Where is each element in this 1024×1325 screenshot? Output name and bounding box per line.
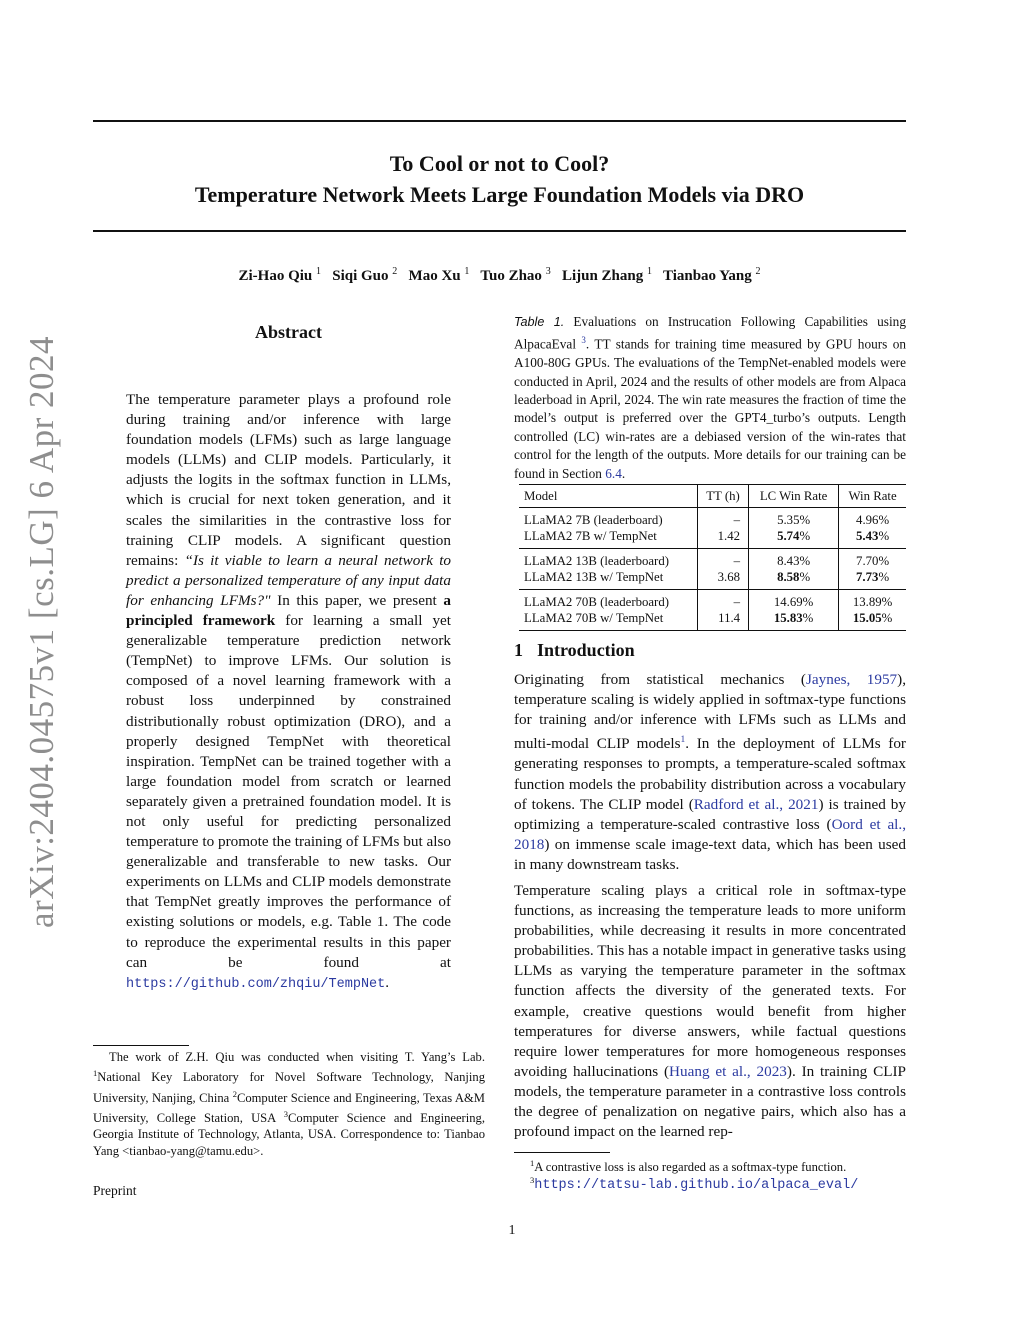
table-row xyxy=(519,611,906,631)
tt-cell: 1.42 xyxy=(697,529,748,549)
tt-cell: – xyxy=(697,508,748,529)
footnote-3: $^3$https://tatsu-lab.github.io/alpaca_eval/ xyxy=(530,1175,859,1194)
lc-cell: 14.69% xyxy=(749,590,839,611)
lc-cell: 8.58% xyxy=(749,570,839,590)
arxiv-identifier: arXiv:2404.04575v1 [cs.LG] 6 Apr 2024 xyxy=(22,335,61,928)
code-link[interactable]: https://github.com/zhqiu/TempNet xyxy=(126,976,386,992)
wr-cell: 15.05% xyxy=(839,611,906,631)
results-table xyxy=(519,484,906,631)
wr-cell: 13.89% xyxy=(839,590,906,611)
table-caption: Table 1. Evaluations on Instrucation Following Capabilities using AlpacaEval $^3$. TT stands for training time measured by GPU hours on A100-80G GPUs. The evaluations of the TempNet-enabled models were conducted in April, 2024 and the results of other models are from Alpaca leaderboad in April, 2024. The win rate measures the fraction of time the model’s output is preferred over the GPT4_turbo’s outputs. Length controlled (LC) win-rates are a debiased version of the win-rates that control for the length of the outputs. More details for our training can be found in Section 6.4. xyxy=(514,314,907,481)
table-row xyxy=(519,508,906,529)
column-header: LC Win Rate xyxy=(749,485,839,508)
model-cell: LLaMA2 13B w/ TempNet xyxy=(519,570,697,590)
footnote-link[interactable]: 1 xyxy=(680,735,686,746)
wr-cell: 4.96% xyxy=(839,508,906,529)
footnote-rule xyxy=(93,1045,189,1046)
tt-cell: – xyxy=(697,549,748,570)
research-question: “Is it viable to learn a neural network to predict a personalized temperature of any input data for enhancing LFMs?" xyxy=(126,551,452,609)
intro-paragraph-1: Originating from statistical mechanics (Jaynes, 1957), temperature scaling is widely applied in softmax-type functions for training and/or inference with LFMs such as LLMs and multi-modal CLIP models$^1$. In the deployment of LLMs for generating responses to prompts, a temperature-scaled softmax function models the probability distribution across a vocabulary of tokens. The CLIP model (Radford et al., 2021) is trained by optimizing a temperature-scaled contrastive loss (Oord et al., 2018) on immense scale image-text data, which has been used in many downstream tasks. xyxy=(514,671,906,873)
author: Zi-Hao Qiu $^1$ xyxy=(238,266,321,284)
affiliation-footnote: The work of Z.H. Qiu was conducted when visiting T. Yang’s Lab. $^1$National Key Laboratory for Novel Software Technology, Nanjing University, Nanjing, China $^2$Computer Science and Engineering, Texas A&M University, College Station, USA $^3$Computer Science and Engineering, Georgia Institute of Technology, Atlanta, USA. Correspondence to: Tianbao Yang <tianbao-yang@tamu.edu>. xyxy=(93,1050,485,1158)
table-row xyxy=(519,590,906,611)
footnote-rule xyxy=(514,1152,610,1153)
page-number: 1 xyxy=(508,1223,516,1238)
column-header: Win Rate xyxy=(839,485,906,508)
section-title: Introduction xyxy=(537,640,635,660)
column-header: Model xyxy=(524,488,558,503)
title-bottom-rule xyxy=(93,230,906,232)
lc-cell: 5.74% xyxy=(749,529,839,549)
table-row xyxy=(519,529,906,549)
author: Siqi Guo $^2$ xyxy=(332,266,398,284)
model-cell: LLaMA2 70B (leaderboard) xyxy=(524,594,669,609)
tt-cell: – xyxy=(697,590,748,611)
author: Tianbao Yang $^2$ xyxy=(662,266,761,284)
model-cell: LLaMA2 7B w/ TempNet xyxy=(519,529,697,549)
abstract-body: The temperature parameter plays a profound role during training and/or inference with large foundation models (LFMs) such as large language models (LLMs) and CLIP models. Particularly, it adjusts the logits in the softmax function in LLMs, which is crucial for next token generation, and it scales the similarities in the contrastive loss for training CLIP models. A significant question remains: “Is it viable to learn a neural network to predict a personalized temperature of any input data for enhancing LFMs?" In this paper, we present a principled framework for learning a small yet generalizable temperature prediction network (TempNet) to improve LFMs. Our solution is composed of a novel learning framework with a robust loss underpinned by constrained distributionally robust optimization (DRO), and a properly designed TempNet with theoretical inspiration. TempNet can be trained together with a large foundation model from scratch or learned separately given a pretrained foundation model. It is not only useful for predicting personalized temperature to promote the training of LFMs but also generalizable and transferable to new tasks. Our experiments on LLMs and CLIP models demonstrate that TempNet greatly improves the performance of existing solutions or models, e.g. Table 1. The code to reproduce the experimental results in this paper can be found at https://github.com/zhqiu/TempNet. xyxy=(126,391,452,992)
lc-cell: 8.43% xyxy=(749,549,839,570)
lc-cell: 5.35% xyxy=(749,508,839,529)
citation-link[interactable]: Jaynes, 1957 xyxy=(805,671,898,688)
model-cell: LLaMA2 13B (leaderboard) xyxy=(524,553,669,568)
table-row xyxy=(519,549,906,570)
footnote-1: $^1$A contrastive loss is also regarded as a softmax-type function. xyxy=(530,1158,847,1175)
citation-link[interactable]: Radford et al., 2021 xyxy=(693,795,819,813)
column-header: TT (h) xyxy=(697,485,748,508)
alpaca-eval-link[interactable]: https://tatsu-lab.github.io/alpaca_eval/ xyxy=(534,1178,859,1194)
wr-cell: 7.70% xyxy=(839,549,906,570)
model-cell: LLaMA2 7B (leaderboard) xyxy=(524,512,663,527)
tt-cell: 11.4 xyxy=(697,611,748,631)
abstract-heading: Abstract xyxy=(255,322,322,342)
preprint-label: Preprint xyxy=(93,1183,137,1198)
section-number: 1 xyxy=(514,640,523,660)
title-top-rule xyxy=(93,120,906,122)
section-link[interactable]: 6.4 xyxy=(605,465,622,481)
table-row xyxy=(519,570,906,590)
tt-cell: 3.68 xyxy=(697,570,748,590)
lc-cell: 15.83% xyxy=(749,611,839,631)
intro-paragraph-2: Temperature scaling plays a critical role in softmax-type functions, as increasing the temperature leads to more uniform probabilities, while decreasing it results in more concentrated probabilities. This has a notable impact in generative tasks using LLMs as varying the temperature parameter in the softmax function affects the diversity of the generated texts. For example, creative questions would benefit from higher temperatures for diverse answers, while factual questions require lower temperatures for more homogeneous responses avoiding hallucinations (Huang et al., 2023). In training CLIP models, the temperature parameter in a contrastive loss controls the degree of penalization on negative pairs, which also has a profound impact on the learned rep- xyxy=(514,882,907,1141)
author-list xyxy=(93,266,906,285)
title-line-2: Temperature Network Meets Large Foundation Models via DRO xyxy=(194,182,805,207)
wr-cell: 5.43% xyxy=(839,529,906,549)
table-label: Table 1. xyxy=(514,315,565,329)
section-heading xyxy=(514,640,649,661)
author: Mao Xu $^1$ xyxy=(408,266,470,284)
title-line-1: To Cool or not to Cool? xyxy=(389,151,610,176)
paper-title xyxy=(93,148,906,210)
citation-link[interactable]: Oord et al., 2018 xyxy=(514,815,906,853)
table-header-row xyxy=(519,485,906,508)
citation-link[interactable]: Huang et al., 2023 xyxy=(669,1062,787,1080)
author: Tuo Zhao $^3$ xyxy=(480,266,551,284)
wr-cell: 7.73% xyxy=(839,570,906,590)
author: Lijun Zhang $^1$ xyxy=(561,266,652,284)
model-cell: LLaMA2 70B w/ TempNet xyxy=(519,611,697,631)
